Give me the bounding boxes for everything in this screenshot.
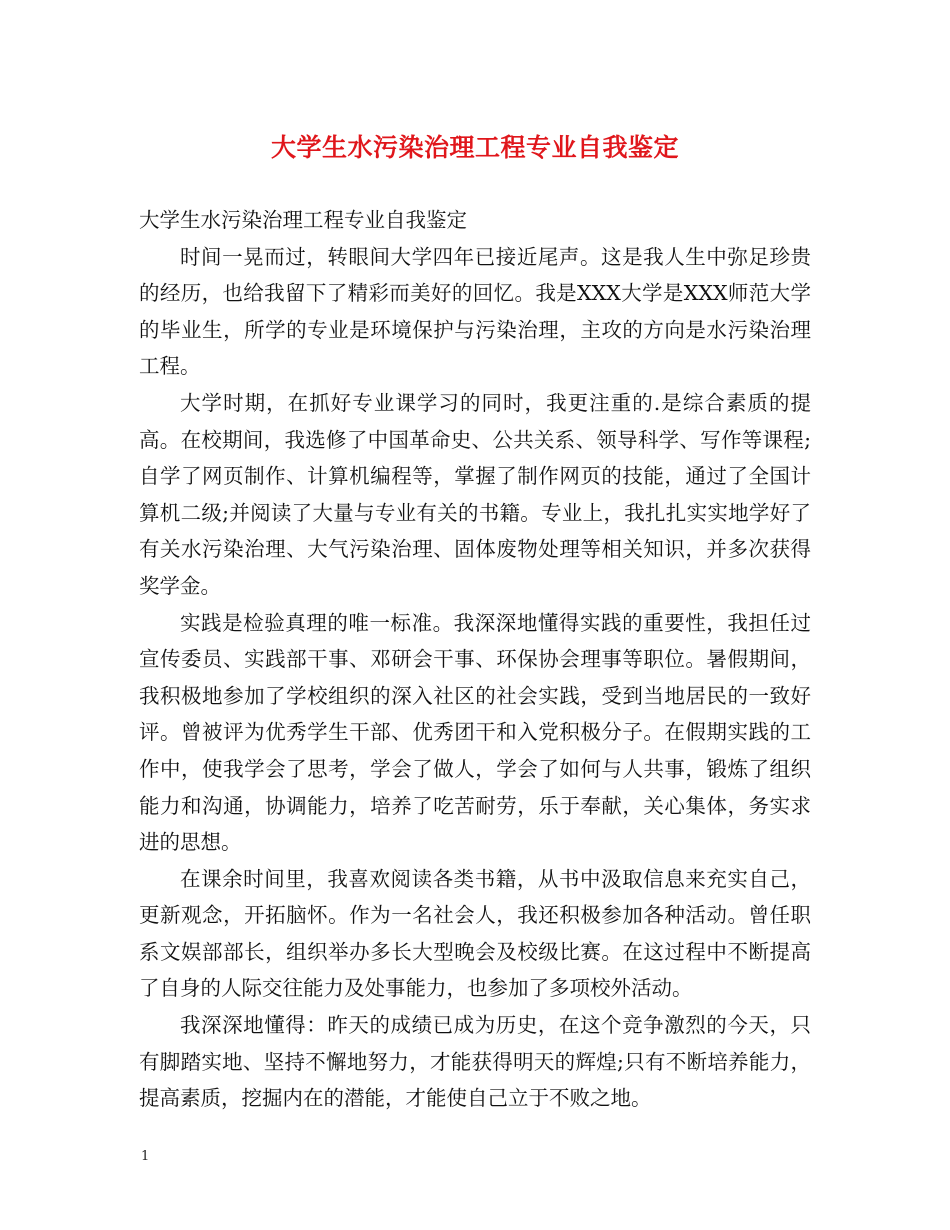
document-title: 大学生水污染治理工程专业自我鉴定 — [270, 133, 679, 162]
page-number: 1 — [141, 1149, 150, 1164]
paragraph-practice: 实践是检验真理的唯一标准。我深深地懂得实践的重要性，我担任过宣传委员、实践部干事、邓研会干事、环保协会理事等职位。暑假期间，我积极地参加了学校组织的深入社区的社会实践，受到当地居民的一致好评。曾被评为优秀学生干部、优秀团干和入党积极分子。在假期实践的工作中，使我学会了思考，学会了做人，学会了如何与人共事，锻炼了组织能力和沟通，协调能力，培养了吃苦耐劳，乐于奉献，关心集体，务实求进的思想。 — [139, 610, 811, 855]
document-body — [139, 202, 811, 1117]
paragraph-conclusion: 我深深地懂得：昨天的成绩已成为历史，在这个竞争激烈的今天，只有脚踏实地、坚持不懈地努力，才能获得明天的辉煌;只有不断培养能力，提高素质，挖掘内在的潜能，才能使自己立于不败之地。 — [139, 1013, 811, 1111]
paragraph-studies: 大学时期，在抓好专业课学习的同时，我更注重的.是综合素质的提高。在校期间，我选修了中国革命史、公共关系、领导科学、写作等课程;自学了网页制作、计算机编程等，掌握了制作网页的技能，通过了全国计算机二级;并阅读了大量与专业有关的书籍。专业上，我扎扎实实地学好了有关水污染治理、大气污染治理、固体废物处理等相关知识，并多次获得奖学金。 — [139, 390, 811, 598]
document-subtitle: 大学生水污染治理工程专业自我鉴定 — [139, 208, 467, 232]
paragraph-activities: 在课余时间里，我喜欢阅读各类书籍，从书中汲取信息来充实自己，更新观念，开拓脑怀。作为一名社会人，我还积极参加各种活动。曾任职系文娱部部长，组织举办多长大型晚会及校级比赛。在这过程中不断提高了自身的人际交往能力及处事能力，也参加了多项校外活动。 — [139, 866, 811, 1001]
paragraph-intro: 时间一晃而过，转眼间大学四年已接近尾声。这是我人生中弥足珍贵的经历，也给我留下了精彩而美好的回忆。我是XXX大学是XXX师范大学的毕业生，所学的专业是环境保护与污染治理，主攻的方向是水污染治理工程。 — [139, 244, 811, 379]
